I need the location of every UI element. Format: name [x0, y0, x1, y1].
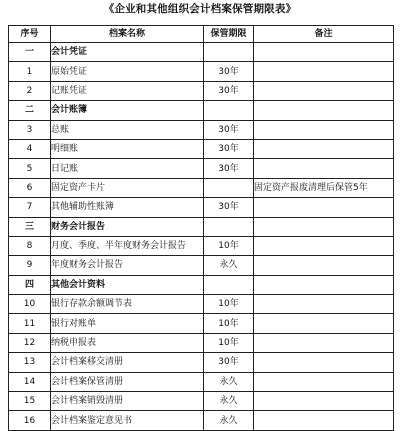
cell-retention-period: [204, 217, 254, 236]
cell-retention-period: 10年: [204, 314, 254, 333]
cell-remarks: [254, 217, 394, 236]
table-row: [9, 314, 394, 333]
header-remarks: 备注: [254, 26, 394, 43]
table-row: [9, 139, 394, 158]
table-row: [9, 392, 394, 411]
cell-remarks: [254, 120, 394, 139]
cell-archive-name: 固定资产卡片: [51, 178, 204, 197]
cell-remarks: [254, 101, 394, 120]
cell-number: 14: [9, 372, 51, 391]
cell-archive-name: 会计档案销毁清册: [51, 392, 204, 411]
cell-retention-period: 永久: [204, 372, 254, 391]
cell-number: 7: [9, 198, 51, 217]
cell-archive-name: 月度、季度、半年度财务会计报告: [51, 236, 204, 255]
cell-number: 5: [9, 159, 51, 178]
cell-retention-period: 30年: [204, 139, 254, 158]
cell-archive-name: 银行存款余额调节表: [51, 295, 204, 314]
cell-remarks: [254, 62, 394, 81]
cell-archive-name: 财务会计报告: [51, 217, 204, 236]
header-archive-name: 档案名称: [51, 26, 204, 43]
cell-remarks: [254, 43, 394, 62]
table-row: [9, 372, 394, 391]
cell-archive-name: 银行对账单: [51, 314, 204, 333]
cell-remarks: [254, 295, 394, 314]
cell-number: 四: [9, 275, 51, 294]
cell-retention-period: 30年: [204, 198, 254, 217]
cell-archive-name: 纳税申报表: [51, 333, 204, 352]
section-row: [9, 43, 394, 62]
cell-remarks: 固定资产报废清理后保管5年: [254, 178, 394, 197]
cell-number: 10: [9, 295, 51, 314]
cell-number: 9: [9, 256, 51, 275]
cell-remarks: [254, 139, 394, 158]
cell-archive-name: 明细账: [51, 139, 204, 158]
header-retention-period: 保管期限: [204, 26, 254, 43]
cell-retention-period: 10年: [204, 236, 254, 255]
table-row: [9, 178, 394, 197]
cell-retention-period: [204, 178, 254, 197]
cell-number: 2: [9, 81, 51, 100]
cell-remarks: [254, 236, 394, 255]
cell-retention-period: 30年: [204, 62, 254, 81]
table-row: [9, 256, 394, 275]
cell-retention-period: 30年: [204, 120, 254, 139]
table-row: [9, 198, 394, 217]
table-row: [9, 295, 394, 314]
document-title: 《企业和其他组织会计档案保管期限表》: [103, 3, 297, 15]
section-row: [9, 101, 394, 120]
table-row: [9, 411, 394, 430]
cell-retention-period: 永久: [204, 411, 254, 430]
cell-archive-name: 会计账簿: [51, 101, 204, 120]
cell-archive-name: 会计凭证: [51, 43, 204, 62]
cell-retention-period: [204, 43, 254, 62]
cell-remarks: [254, 256, 394, 275]
cell-number: 8: [9, 236, 51, 255]
cell-number: 1: [9, 62, 51, 81]
cell-remarks: [254, 275, 394, 294]
header-number: 序号: [9, 26, 51, 43]
table-row: [9, 353, 394, 372]
cell-remarks: [254, 81, 394, 100]
cell-retention-period: 10年: [204, 333, 254, 352]
cell-number: 6: [9, 178, 51, 197]
cell-remarks: [254, 392, 394, 411]
cell-retention-period: 30年: [204, 81, 254, 100]
table-row: [9, 236, 394, 255]
cell-archive-name: 年度财务会计报告: [51, 256, 204, 275]
cell-retention-period: 永久: [204, 256, 254, 275]
cell-remarks: [254, 159, 394, 178]
cell-archive-name: 其他辅助性账簿: [51, 198, 204, 217]
table-row: [9, 81, 394, 100]
section-row: [9, 217, 394, 236]
cell-retention-period: [204, 275, 254, 294]
cell-number: 二: [9, 101, 51, 120]
cell-number: 4: [9, 139, 51, 158]
table-row: [9, 159, 394, 178]
cell-archive-name: 总账: [51, 120, 204, 139]
cell-archive-name: 记账凭证: [51, 81, 204, 100]
table-row: [9, 62, 394, 81]
cell-retention-period: 10年: [204, 295, 254, 314]
cell-archive-name: 会计档案移交清册: [51, 353, 204, 372]
cell-remarks: [254, 198, 394, 217]
table-header-row: [9, 26, 394, 43]
retention-period-table: [8, 25, 394, 431]
cell-remarks: [254, 314, 394, 333]
cell-number: 13: [9, 353, 51, 372]
cell-archive-name: 日记账: [51, 159, 204, 178]
cell-number: 12: [9, 333, 51, 352]
cell-archive-name: 原始凭证: [51, 62, 204, 81]
cell-archive-name: 会计档案鉴定意见书: [51, 411, 204, 430]
cell-remarks: [254, 411, 394, 430]
cell-number: 3: [9, 120, 51, 139]
cell-number: 三: [9, 217, 51, 236]
cell-archive-name: 会计档案保管清册: [51, 372, 204, 391]
cell-remarks: [254, 353, 394, 372]
table-row: [9, 333, 394, 352]
section-row: [9, 275, 394, 294]
table-body: [9, 43, 394, 431]
table-row: [9, 120, 394, 139]
cell-remarks: [254, 372, 394, 391]
cell-retention-period: 永久: [204, 392, 254, 411]
cell-retention-period: 30年: [204, 159, 254, 178]
cell-number: 16: [9, 411, 51, 430]
cell-archive-name: 其他会计资料: [51, 275, 204, 294]
cell-number: 15: [9, 392, 51, 411]
cell-number: 一: [9, 43, 51, 62]
cell-number: 11: [9, 314, 51, 333]
cell-remarks: [254, 333, 394, 352]
cell-retention-period: 30年: [204, 353, 254, 372]
cell-retention-period: [204, 101, 254, 120]
